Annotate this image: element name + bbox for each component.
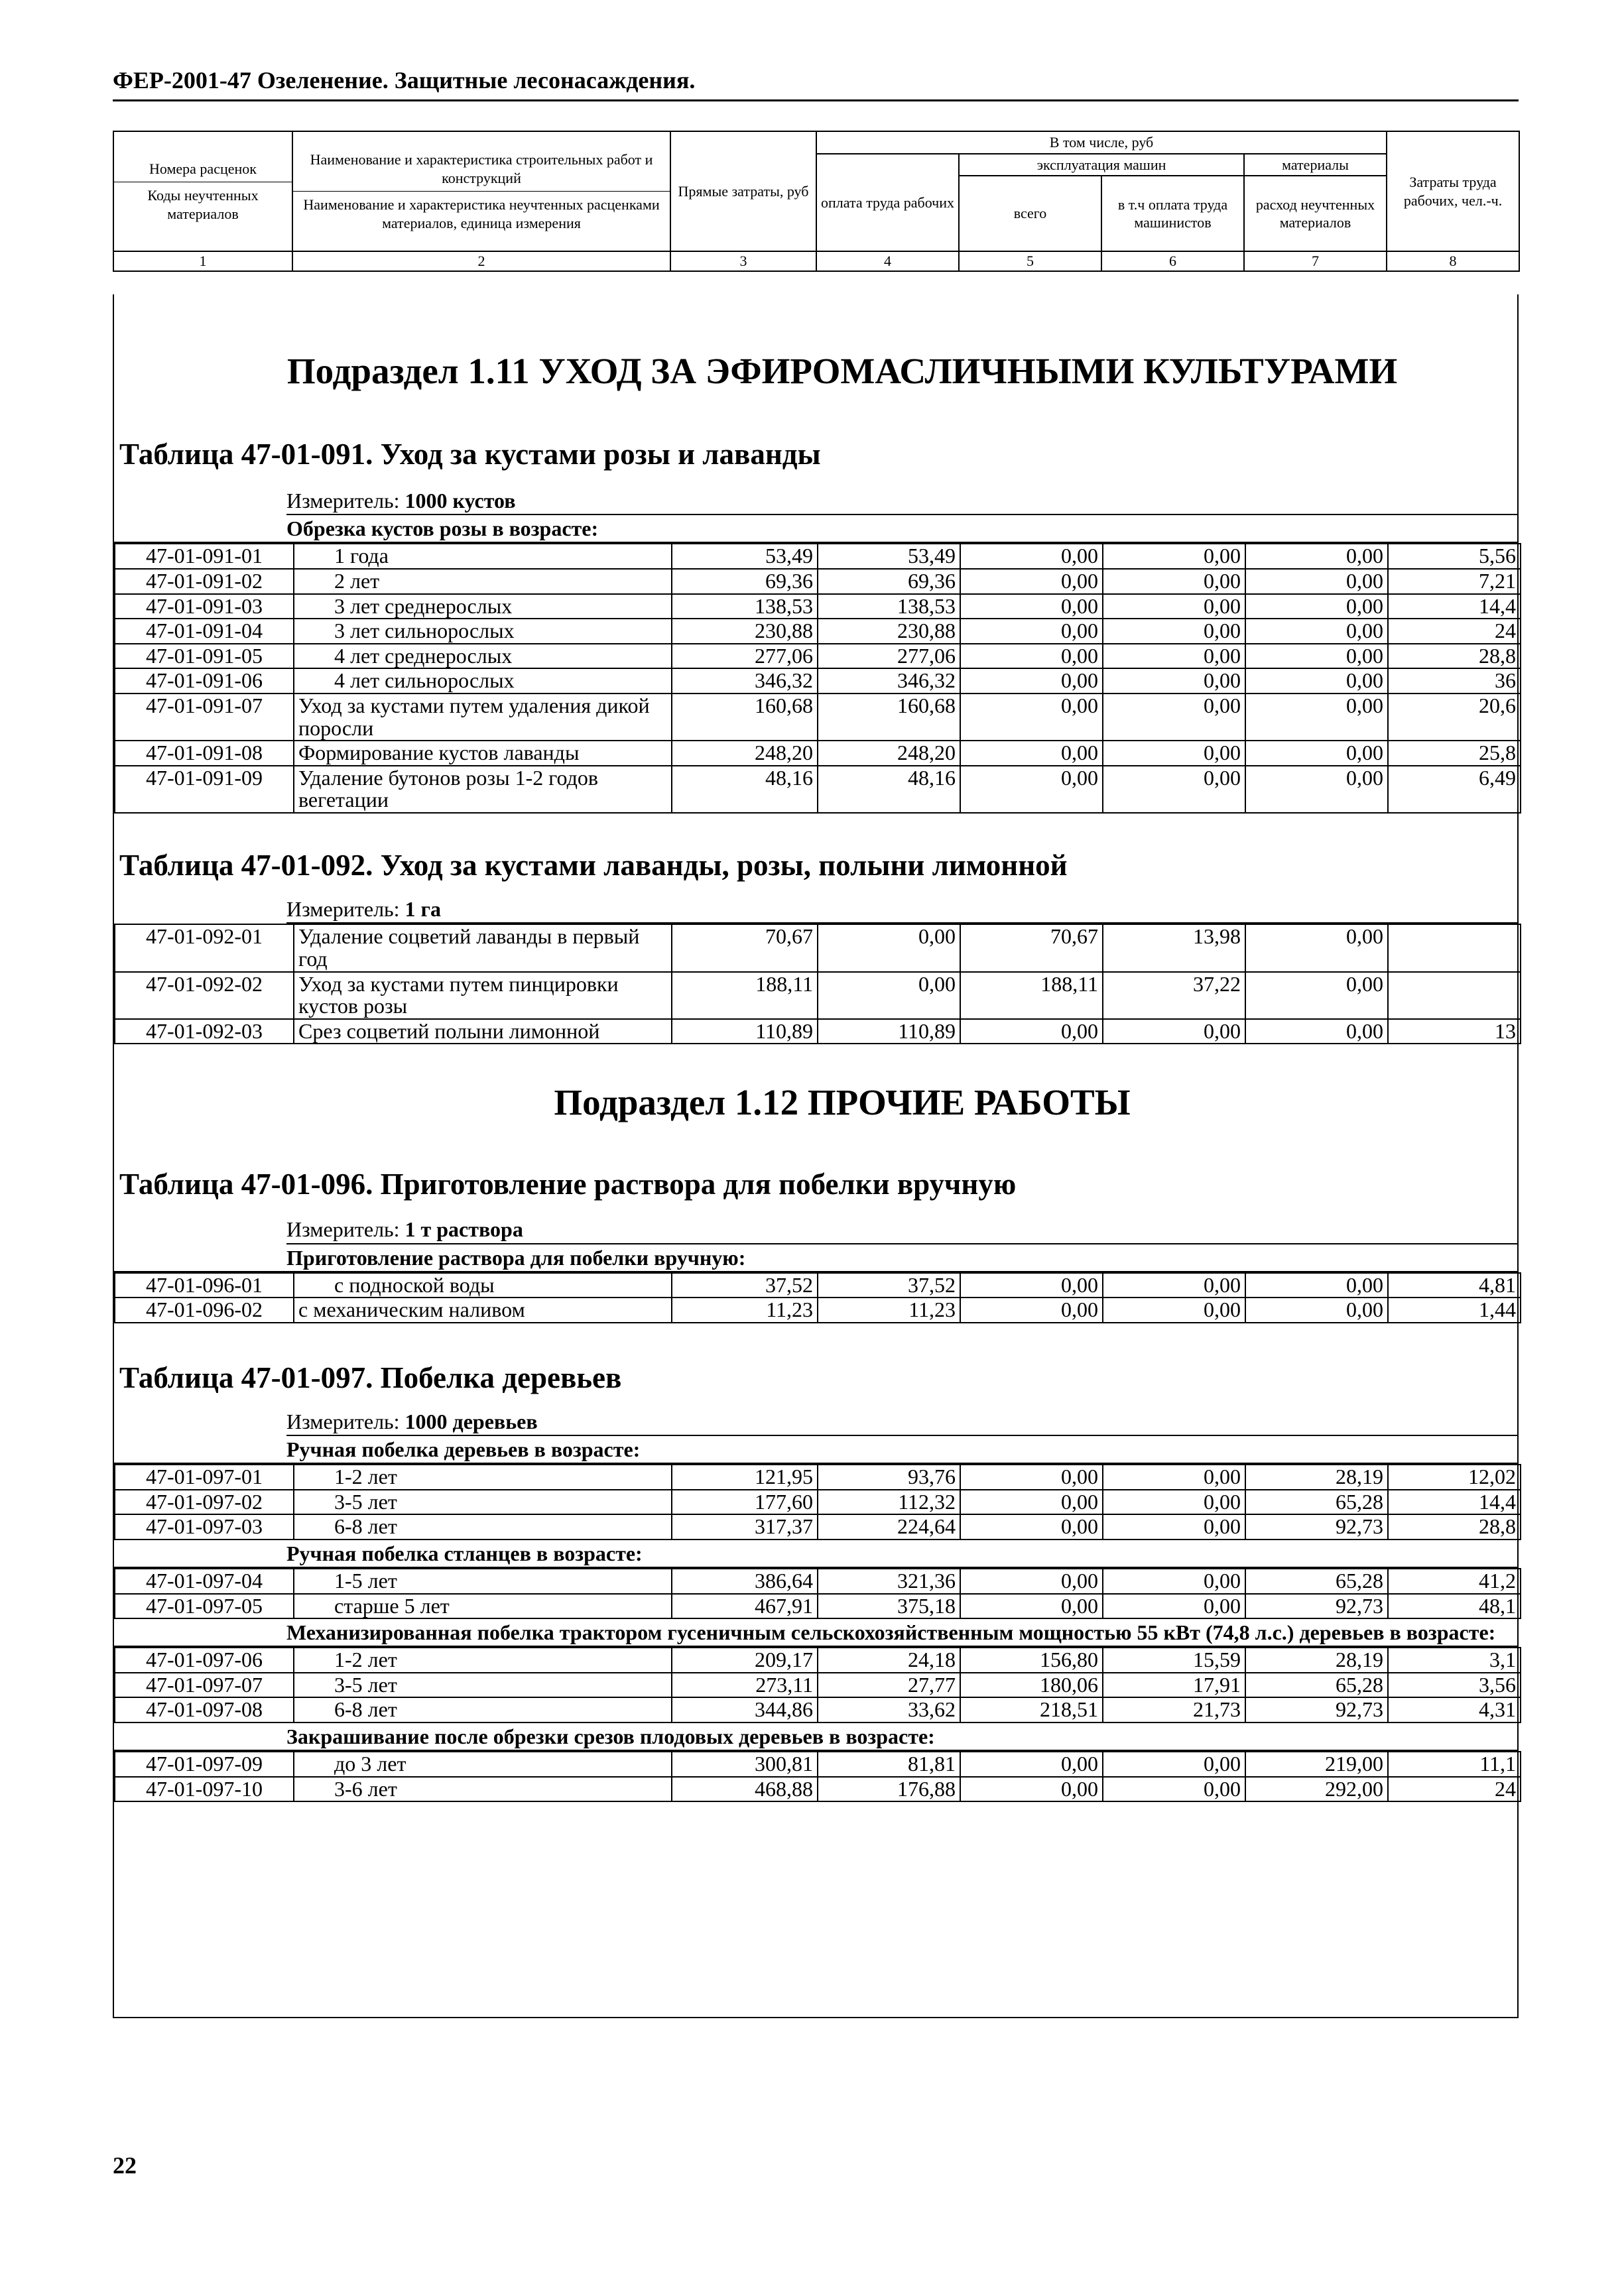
value-cell: 138,53: [818, 594, 960, 619]
value-cell: 0,00: [960, 1019, 1103, 1044]
value-cell: 0,00: [960, 1594, 1103, 1619]
value-cell: 248,20: [672, 741, 818, 766]
value-cell: 24: [1388, 619, 1521, 644]
value-cell: 0,00: [1103, 594, 1245, 619]
value-cell: 224,64: [818, 1514, 960, 1540]
table-row: [115, 1697, 1521, 1722]
value-cell: 0,00: [1103, 619, 1245, 644]
value-cell: 0,00: [960, 1777, 1103, 1802]
table-title: Таблица 47-01-097. Побелка деревьев: [119, 1360, 622, 1394]
work-name-cell: Формирование кустов лаванды: [294, 741, 672, 766]
value-cell: 0,00: [960, 1490, 1103, 1515]
table-row: [115, 694, 1521, 741]
value-cell: 13,98: [1103, 924, 1245, 971]
value-cell: 48,1: [1388, 1594, 1521, 1619]
value-cell: 81,81: [818, 1752, 960, 1777]
value-cell: 5,56: [1388, 544, 1521, 569]
value-cell: 0,00: [1245, 569, 1388, 594]
rate-code-cell: 47-01-096-01: [115, 1273, 294, 1298]
value-cell: 344,86: [672, 1697, 818, 1722]
table-title: Таблица 47-01-092. Уход за кустами лаванды, розы, полыни лимонной: [119, 848, 1068, 882]
value-cell: 92,73: [1245, 1697, 1388, 1722]
value-cell: 69,36: [672, 569, 818, 594]
value-cell: 37,22: [1103, 972, 1245, 1019]
table-row: [115, 924, 1521, 971]
value-cell: 0,00: [960, 544, 1103, 569]
value-cell: 0,00: [1245, 741, 1388, 766]
value-cell: 33,62: [818, 1697, 960, 1722]
value-cell: 48,16: [818, 766, 960, 813]
work-name-cell: 3 лет сильнорослых: [294, 619, 672, 644]
value-cell: 248,20: [818, 741, 960, 766]
table-row: [115, 741, 1521, 766]
value-cell: 110,89: [818, 1019, 960, 1044]
work-name-cell: 4 лет сильнорослых: [294, 668, 672, 694]
value-cell: 273,11: [672, 1673, 818, 1698]
header-col8: Затраты труда рабочих, чел.-ч.: [1387, 131, 1519, 251]
header-col1: Номера расценок Коды неучтенных материалов: [113, 131, 292, 251]
table-47-01-097-part3: [114, 1647, 1521, 1723]
column-header-table: [113, 131, 1520, 272]
value-cell: 386,64: [672, 1569, 818, 1594]
rate-code-cell: 47-01-097-04: [115, 1569, 294, 1594]
rate-code-cell: 47-01-097-01: [115, 1465, 294, 1490]
value-cell: 0,00: [1245, 544, 1388, 569]
value-cell: 0,00: [1103, 1594, 1245, 1619]
group-heading: Приготовление раствора для побелки вручную:: [114, 1244, 1517, 1272]
rate-code-cell: 47-01-092-03: [115, 1019, 294, 1044]
value-cell: 70,67: [672, 924, 818, 971]
value-cell: 6,49: [1388, 766, 1521, 813]
value-cell: 70,67: [960, 924, 1103, 971]
value-cell: 180,06: [960, 1673, 1103, 1698]
rate-code-cell: 47-01-091-03: [115, 594, 294, 619]
measure-line: Измеритель: 1 га: [286, 896, 1517, 924]
title-underline: [113, 99, 1519, 101]
table-47-01-097-part1: [114, 1464, 1521, 1540]
value-cell: 0,00: [1103, 1019, 1245, 1044]
value-cell: 121,95: [672, 1465, 818, 1490]
header-col2: Наименование и характеристика строительных работ и конструкций Наименование и характеристика неучтенных расценками материалов, единица измерения: [292, 131, 670, 251]
work-name-cell: до 3 лет: [294, 1752, 672, 1777]
rate-code-cell: 47-01-097-03: [115, 1514, 294, 1540]
table-47-01-092: [114, 924, 1521, 1044]
value-cell: 93,76: [818, 1465, 960, 1490]
value-cell: 230,88: [818, 619, 960, 644]
value-cell: 37,52: [818, 1273, 960, 1298]
table-row: [115, 594, 1521, 619]
table-row: [115, 1752, 1521, 1777]
value-cell: 0,00: [1103, 741, 1245, 766]
table-row: [115, 1465, 1521, 1490]
value-cell: 0,00: [1103, 644, 1245, 669]
table-47-01-097-part4: [114, 1751, 1521, 1802]
value-cell: 11,23: [672, 1298, 818, 1323]
work-name-cell: 6-8 лет: [294, 1697, 672, 1722]
value-cell: 0,00: [1103, 1490, 1245, 1515]
table-row: [115, 1514, 1521, 1540]
table-row: [115, 619, 1521, 644]
group-heading: Ручная побелка стланцев в возрасте:: [114, 1540, 1517, 1568]
value-cell: 0,00: [818, 924, 960, 971]
value-cell: 0,00: [1245, 1019, 1388, 1044]
value-cell: 317,37: [672, 1514, 818, 1540]
value-cell: 24,18: [818, 1648, 960, 1673]
table-row: [115, 569, 1521, 594]
table-row: [115, 1298, 1521, 1323]
rate-code-cell: 47-01-091-05: [115, 644, 294, 669]
value-cell: 0,00: [1245, 594, 1388, 619]
value-cell: 112,32: [818, 1490, 960, 1515]
subsection-heading: Подраздел 1.12 ПРОЧИЕ РАБОТЫ: [554, 1082, 1131, 1123]
value-cell: 0,00: [1103, 766, 1245, 813]
value-cell: 14,4: [1388, 594, 1521, 619]
work-name-cell: Уход за кустами путем пинцировки кустов розы: [294, 972, 672, 1019]
value-cell: 53,49: [672, 544, 818, 569]
value-cell: 0,00: [960, 1752, 1103, 1777]
value-cell: 321,36: [818, 1569, 960, 1594]
work-name-cell: 1-2 лет: [294, 1465, 672, 1490]
value-cell: 0,00: [960, 1465, 1103, 1490]
table-row: [115, 1777, 1521, 1802]
value-cell: 92,73: [1245, 1514, 1388, 1540]
value-cell: 0,00: [1103, 694, 1245, 741]
rate-code-cell: 47-01-097-02: [115, 1490, 294, 1515]
value-cell: 4,81: [1388, 1273, 1521, 1298]
rate-code-cell: 47-01-097-06: [115, 1648, 294, 1673]
table-row: [115, 1594, 1521, 1619]
rate-code-cell: 47-01-096-02: [115, 1298, 294, 1323]
value-cell: 28,19: [1245, 1648, 1388, 1673]
value-cell: 15,59: [1103, 1648, 1245, 1673]
page-number: 22: [113, 2152, 137, 2179]
subsection-heading: Подраздел 1.11 УХОД ЗА ЭФИРОМАСЛИЧНЫМИ КУЛЬТУРАМИ: [286, 351, 1398, 391]
table-47-01-091: [114, 543, 1521, 814]
value-cell: 468,88: [672, 1777, 818, 1802]
measure-line: Измеритель: 1000 деревьев: [286, 1409, 1517, 1436]
header-col7: расход неучтенных материалов: [1244, 176, 1387, 251]
work-name-cell: 1-2 лет: [294, 1648, 672, 1673]
value-cell: 277,06: [818, 644, 960, 669]
table-title: Таблица 47-01-096. Приготовление раствора для побелки вручную: [119, 1168, 1017, 1201]
work-name-cell: Уход за кустами путем удаления дикой поросли: [294, 694, 672, 741]
rate-code-cell: 47-01-092-01: [115, 924, 294, 971]
value-cell: 0,00: [1103, 1514, 1245, 1540]
rate-code-cell: 47-01-097-05: [115, 1594, 294, 1619]
work-name-cell: 3-6 лет: [294, 1777, 672, 1802]
value-cell: 0,00: [960, 741, 1103, 766]
work-name-cell: 4 лет среднерослых: [294, 644, 672, 669]
value-cell: 11,1: [1388, 1752, 1521, 1777]
value-cell: 0,00: [960, 668, 1103, 694]
value-cell: 20,6: [1388, 694, 1521, 741]
value-cell: 0,00: [960, 1298, 1103, 1323]
value-cell: 209,17: [672, 1648, 818, 1673]
value-cell: 375,18: [818, 1594, 960, 1619]
rate-code-cell: 47-01-092-02: [115, 972, 294, 1019]
value-cell: 160,68: [818, 694, 960, 741]
table-row: [115, 1673, 1521, 1698]
value-cell: 53,49: [818, 544, 960, 569]
value-cell: 176,88: [818, 1777, 960, 1802]
work-name-cell: Срез соцветий полыни лимонной: [294, 1019, 672, 1044]
table-row: [115, 1490, 1521, 1515]
rate-code-cell: 47-01-091-01: [115, 544, 294, 569]
rate-code-cell: 47-01-091-09: [115, 766, 294, 813]
table-row: [115, 544, 1521, 569]
rate-code-cell: 47-01-091-04: [115, 619, 294, 644]
value-cell: 48,16: [672, 766, 818, 813]
group-heading: Ручная побелка деревьев в возрасте:: [114, 1436, 1517, 1464]
value-cell: 0,00: [1245, 1298, 1388, 1323]
header-col4: оплата труда рабочих: [816, 154, 959, 252]
value-cell: 219,00: [1245, 1752, 1388, 1777]
group-heading: Механизированная побелка трактором гусеничным сельскохозяйственным мощностью 55 кВт (74,8 л.с.) деревьев в возрасте:: [114, 1619, 1517, 1647]
table-row: [115, 972, 1521, 1019]
work-name-cell: 3-5 лет: [294, 1673, 672, 1698]
measure-line: Измеритель: 1 т раствора: [286, 1217, 1517, 1244]
value-cell: 0,00: [960, 1273, 1103, 1298]
header-materials: материалы: [1244, 154, 1387, 176]
value-cell: 1,44: [1388, 1298, 1521, 1323]
rate-code-cell: 47-01-091-07: [115, 694, 294, 741]
value-cell: 13: [1388, 1019, 1521, 1044]
value-cell: 0,00: [1245, 1273, 1388, 1298]
work-name-cell: 3 лет среднерослых: [294, 594, 672, 619]
value-cell: 65,28: [1245, 1490, 1388, 1515]
value-cell: 177,60: [672, 1490, 818, 1515]
value-cell: 346,32: [672, 668, 818, 694]
table-47-01-096: [114, 1272, 1521, 1323]
value-cell: 156,80: [960, 1648, 1103, 1673]
work-name-cell: 3-5 лет: [294, 1490, 672, 1515]
value-cell: 12,02: [1388, 1465, 1521, 1490]
work-name-cell: Удаление бутонов розы 1-2 годов вегетации: [294, 766, 672, 813]
value-cell: 0,00: [818, 972, 960, 1019]
value-cell: 27,77: [818, 1673, 960, 1698]
value-cell: 218,51: [960, 1697, 1103, 1722]
value-cell: 69,36: [818, 569, 960, 594]
work-name-cell: с подноской воды: [294, 1273, 672, 1298]
header-col3: Прямые затраты, руб: [670, 131, 816, 251]
value-cell: 0,00: [1103, 569, 1245, 594]
value-cell: 0,00: [1245, 668, 1388, 694]
value-cell: 0,00: [1103, 668, 1245, 694]
value-cell: 65,28: [1245, 1673, 1388, 1698]
value-cell: 0,00: [1245, 972, 1388, 1019]
group-heading: Закрашивание после обрезки срезов плодовых деревьев в возрасте:: [114, 1723, 1517, 1751]
value-cell: 0,00: [1103, 1465, 1245, 1490]
header-machines: эксплуатация машин: [959, 154, 1244, 176]
value-cell: 3,1: [1388, 1648, 1521, 1673]
work-name-cell: с механическим наливом: [294, 1298, 672, 1323]
value-cell: 138,53: [672, 594, 818, 619]
header-col5: всего: [959, 176, 1101, 251]
value-cell: 0,00: [1103, 544, 1245, 569]
value-cell: 28,8: [1388, 644, 1521, 669]
rate-code-cell: 47-01-091-08: [115, 741, 294, 766]
value-cell: 24: [1388, 1777, 1521, 1802]
value-cell: 7,21: [1388, 569, 1521, 594]
rate-code-cell: 47-01-091-02: [115, 569, 294, 594]
value-cell: 28,8: [1388, 1514, 1521, 1540]
value-cell: 41,2: [1388, 1569, 1521, 1594]
value-cell: 0,00: [1245, 619, 1388, 644]
table-row: [115, 1648, 1521, 1673]
value-cell: 0,00: [1245, 924, 1388, 971]
value-cell: 0,00: [1245, 644, 1388, 669]
document-title: ФЕР-2001-47 Озеленение. Защитные лесонасаждения.: [113, 67, 696, 93]
value-cell: 0,00: [960, 766, 1103, 813]
value-cell: 467,91: [672, 1594, 818, 1619]
table-row: [115, 1019, 1521, 1044]
table-title: Таблица 47-01-091. Уход за кустами розы и лаванды: [119, 438, 821, 471]
value-cell: 0,00: [960, 1514, 1103, 1540]
value-cell: 0,00: [1103, 1569, 1245, 1594]
header-col6: в т.ч оплата труда машинистов: [1101, 176, 1244, 251]
value-cell: 230,88: [672, 619, 818, 644]
work-name-cell: 2 лет: [294, 569, 672, 594]
value-cell: 17,91: [1103, 1673, 1245, 1698]
value-cell: 0,00: [960, 1569, 1103, 1594]
rate-code-cell: 47-01-097-09: [115, 1752, 294, 1777]
value-cell: 160,68: [672, 694, 818, 741]
work-name-cell: Удаление соцветий лаванды в первый год: [294, 924, 672, 971]
value-cell: [1388, 924, 1521, 971]
table-47-01-097-part2: [114, 1568, 1521, 1619]
value-cell: 25,8: [1388, 741, 1521, 766]
value-cell: [1388, 972, 1521, 1019]
value-cell: 0,00: [1103, 1777, 1245, 1802]
value-cell: 0,00: [960, 569, 1103, 594]
work-name-cell: старше 5 лет: [294, 1594, 672, 1619]
value-cell: 346,32: [818, 668, 960, 694]
value-cell: 0,00: [960, 694, 1103, 741]
value-cell: 277,06: [672, 644, 818, 669]
value-cell: 0,00: [960, 644, 1103, 669]
value-cell: 0,00: [960, 594, 1103, 619]
value-cell: 21,73: [1103, 1697, 1245, 1722]
rate-code-cell: 47-01-097-08: [115, 1697, 294, 1722]
group-heading: Обрезка кустов розы в возрасте:: [114, 515, 1517, 543]
work-name-cell: 1-5 лет: [294, 1569, 672, 1594]
value-cell: 0,00: [960, 619, 1103, 644]
value-cell: 0,00: [1103, 1298, 1245, 1323]
value-cell: 36: [1388, 668, 1521, 694]
value-cell: 4,31: [1388, 1697, 1521, 1722]
document-body: [113, 294, 1519, 2018]
header-numbers-row: 1 2 3 4 5 6 7 8: [113, 251, 1519, 271]
value-cell: 188,11: [960, 972, 1103, 1019]
header-incl: В том числе, руб: [816, 131, 1387, 154]
value-cell: 0,00: [1245, 694, 1388, 741]
value-cell: 37,52: [672, 1273, 818, 1298]
value-cell: 28,19: [1245, 1465, 1388, 1490]
value-cell: 0,00: [1103, 1752, 1245, 1777]
value-cell: 110,89: [672, 1019, 818, 1044]
value-cell: 0,00: [1103, 1273, 1245, 1298]
work-name-cell: 6-8 лет: [294, 1514, 672, 1540]
value-cell: 188,11: [672, 972, 818, 1019]
value-cell: 92,73: [1245, 1594, 1388, 1619]
measure-line: Измеритель: 1000 кустов: [286, 488, 1517, 515]
rate-code-cell: 47-01-097-10: [115, 1777, 294, 1802]
value-cell: 14,4: [1388, 1490, 1521, 1515]
value-cell: 11,23: [818, 1298, 960, 1323]
table-row: [115, 644, 1521, 669]
value-cell: 300,81: [672, 1752, 818, 1777]
table-row: [115, 766, 1521, 813]
value-cell: 292,00: [1245, 1777, 1388, 1802]
rate-code-cell: 47-01-091-06: [115, 668, 294, 694]
table-row: [115, 1273, 1521, 1298]
value-cell: 0,00: [1245, 766, 1388, 813]
value-cell: 3,56: [1388, 1673, 1521, 1698]
table-row: [115, 1569, 1521, 1594]
value-cell: 65,28: [1245, 1569, 1388, 1594]
work-name-cell: 1 года: [294, 544, 672, 569]
rate-code-cell: 47-01-097-07: [115, 1673, 294, 1698]
table-row: [115, 668, 1521, 694]
